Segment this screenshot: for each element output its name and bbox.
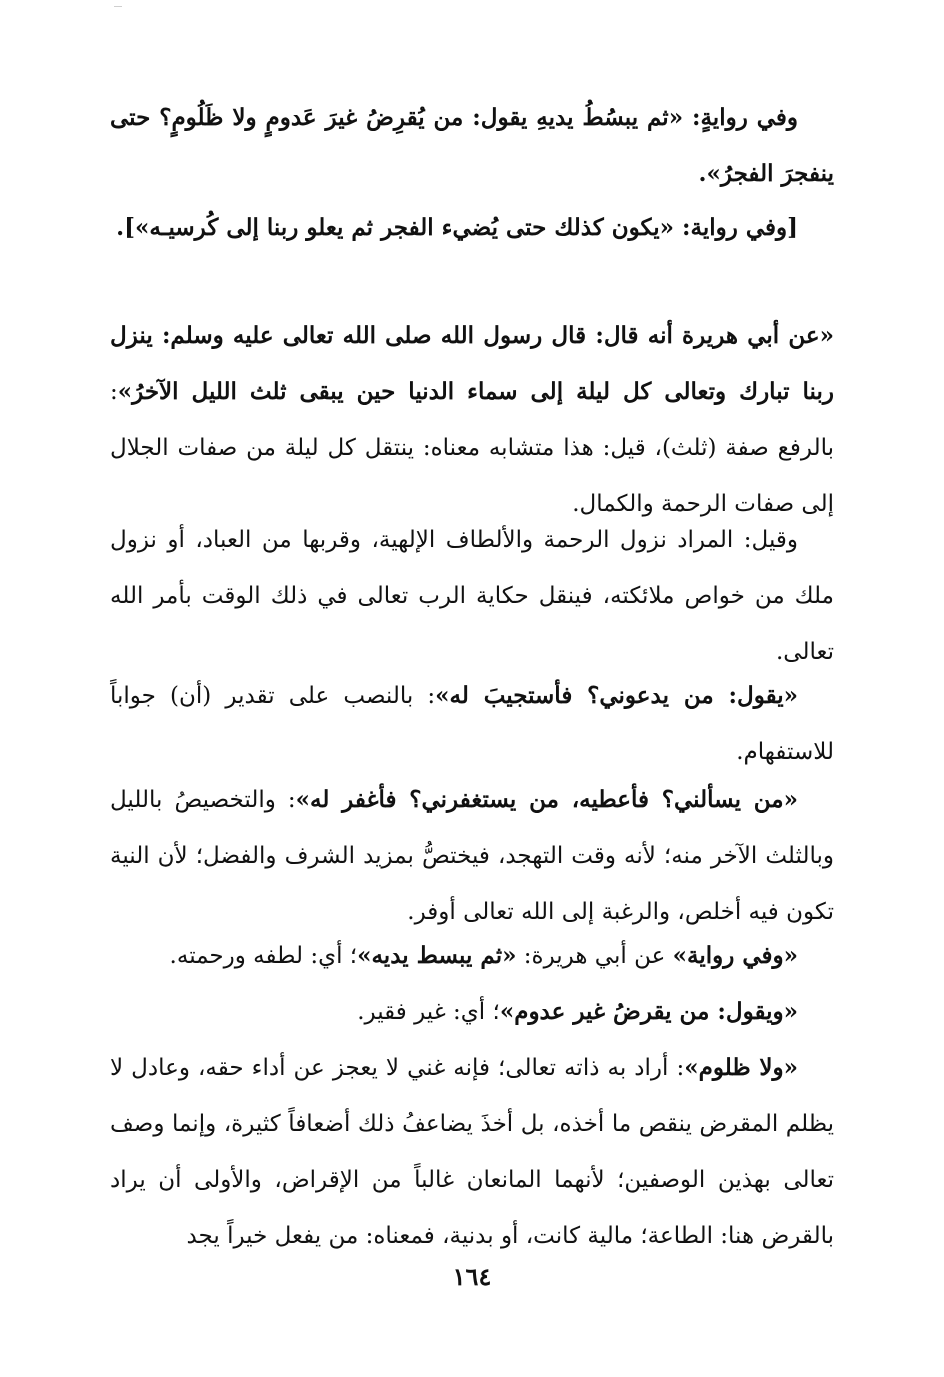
scan-mark <box>114 6 122 7</box>
bold-segment: «يقول: من يدعوني؟ فأستجيبَ له» <box>435 682 798 709</box>
bold-segment: «من يسألني؟ فأعطيه، من يستغفرني؟ فأغفر له» <box>295 786 798 813</box>
paragraph-1 <box>110 90 834 202</box>
bold-segment: «ويقول: من يقرضُ غير عدوم» <box>499 998 798 1025</box>
text-segment: عن أبي هريرة: <box>516 943 673 969</box>
text-segment: : والتخصيصُ بالليل وبالثلث الآخر منه؛ لأنه وقت التهجد، فيختصُّ بمزيد الشرف والفضل؛ لأن النية تكون فيه أخلص، والرغبة إلى الله تعالى أوفر. <box>110 787 834 925</box>
bold-segment: وفي روايةٍ: «ثم يبسُطُ يديهِ يقول: من يُقرِضُ غيرَ عَدومٍ ولا ظَلُومٍ؟ حتى ينفجرَ الفجرُ». <box>110 104 834 187</box>
paragraph-7 <box>110 928 834 984</box>
text-segment: ؛ أي: غير فقير. <box>357 999 500 1025</box>
bold-segment: «وفي رواية» <box>672 942 798 969</box>
bold-segment: [وفي رواية: «يكون كذلك حتى يُضيء الفجر ثم يعلو ربنا إلى كُرسيـه»]. <box>116 214 798 241</box>
paragraph-2 <box>110 200 834 256</box>
paragraph-8 <box>110 984 834 1040</box>
paragraph-3 <box>110 308 834 532</box>
page-number: ١٦٤ <box>452 1262 492 1291</box>
text-segment: وقيل: المراد نزول الرحمة والألطاف الإلهية، وقربها من العباد، أو نزول ملك من خواص ملائكته، فينقل حكاية الرب تعالى في ذلك الوقت بأمر الله تعالى. <box>110 527 834 665</box>
text-segment: : أراد به ذاته تعالى؛ فإنه غني لا يعجز عن أداء حقه، وعادل لا يظلم المقرض ينقص ما أخذه، بل أخذَ يضاعفُ ذلك أضعافاً كثيرة، وإنما وصف تعالى بهذين الوصفين؛ لأنهما المانعان غالباً من الإقراض، والأولى أن يراد بالقرض هنا: الطاعة؛ مالية كانت، أو بدنية، فمعناه: من يفعل خيراً يجد <box>110 1055 834 1249</box>
bold-segment: «ثم يبسط يديه» <box>357 942 517 969</box>
text-segment: ؛ أي: لطفه ورحمته. <box>169 943 358 969</box>
paragraph-9 <box>110 1040 834 1264</box>
paragraph-6 <box>110 772 834 940</box>
paragraph-4 <box>110 512 834 680</box>
text-segment: : بالرفع صفة (ثلث)، قيل: هذا متشابه معناه: ينتقل كل ليلة من صفات الجلال إلى صفات الرحمة والكمال. <box>110 379 834 517</box>
text-segment: : بالنصب على تقدير (أن) جواباً للاستفهام. <box>110 683 834 765</box>
bold-segment: «عن أبي هريرة أنه قال: قال رسول الله صلى الله تعالى عليه وسلم: ينزل ربنا تبارك وتعالى كل ليلة إلى سماء الدنيا حين يبقى ثلث الليل الآخرُ» <box>110 322 834 405</box>
bold-segment: «ولا ظلوم» <box>684 1054 798 1081</box>
paragraph-5 <box>110 668 834 780</box>
